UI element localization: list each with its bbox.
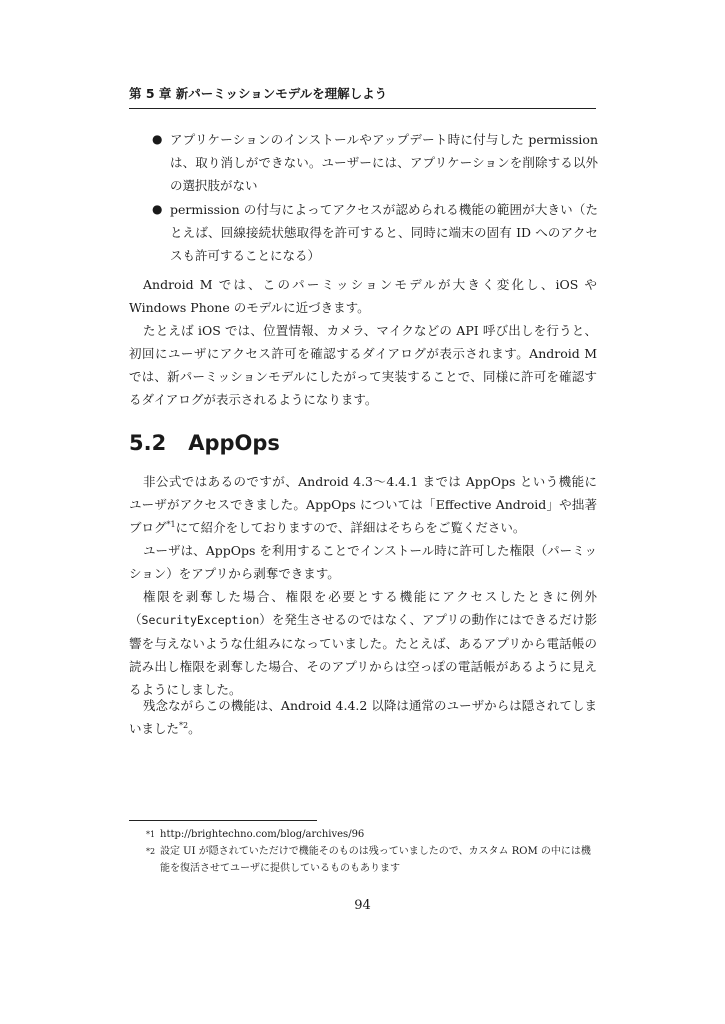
paragraph-exception xyxy=(129,585,597,701)
section-number: 5.2 xyxy=(129,431,167,455)
footnote-1 xyxy=(146,826,598,843)
footnote-link[interactable]: http://brightechno.com/blog/archives/96 xyxy=(160,829,365,840)
text-run: にて紹介をしておりますので、詳細はそちらをご覧ください。 xyxy=(175,520,526,535)
section-title: AppOps xyxy=(188,431,280,455)
paragraph-ios-example: たとえば iOS では、位置情報、カメラ、マイクなどの API 呼び出しを行うと、初回にユーザにアクセス許可を確認するダイアログが表示されます。Android M では、新パーミッションモデルにしたがって実装することで、同様に許可を確認するダイアログが表示されるようになります。 xyxy=(129,323,597,407)
bullet-item xyxy=(150,128,598,197)
bullet-text: permission の付与によってアクセスが認められる機能の範囲が大きい（たとえば、回線接続状態取得を許可すると、同時に端末の固有 ID へのアクセスも許可することになる） xyxy=(170,202,598,263)
bullet-icon: ● xyxy=(152,202,163,216)
footnote-2 xyxy=(146,843,598,877)
code-security-exception: SecurityException xyxy=(141,613,260,627)
text-run: 。 xyxy=(188,721,201,736)
text-run: 非公式ではあるのですが、Android 4.3〜4.4.1 までは AppOps という機能にユーザがアクセスできました。AppOps については「Effective Android」や拙著ブログ xyxy=(129,474,597,535)
footnotes xyxy=(146,826,598,877)
footnote-text: 設定 UI が隠されていただけで機能そのものは残っていましたので、カスタム ROM の中には機能を復活させてユーザに提供しているものもあります xyxy=(160,846,591,874)
bullet-item xyxy=(150,198,598,267)
running-header xyxy=(129,84,596,109)
page-number: 94 xyxy=(354,898,371,913)
paragraph-hidden xyxy=(129,694,597,740)
text-run: 残念ながらこの機能は、Android 4.4.2 以降は通常のユーザからは隠されてしまいました xyxy=(129,698,597,736)
section-heading xyxy=(129,431,280,455)
chapter-title: 第 5 章 新パーミッションモデルを理解しよう xyxy=(129,86,388,101)
paragraph-appops-intro xyxy=(129,470,597,539)
footnote-ref-1: *1 xyxy=(166,519,176,529)
bullet-text: アプリケーションのインストールやアップデート時に付与した permission は、取り消しができない。ユーザーには、アプリケーションを削除する以外の選択肢がない xyxy=(170,132,598,193)
text-run: 権限を剥奪した場合、権限を必要とする機能にアクセスしたときに例外（ xyxy=(129,589,597,627)
text-run: ）を発生させるのではなく、アプリの動作にはできるだけ影響を与えないような仕組みになっていました。たとえば、あるアプリから電話帳の読み出し権限を剥奪した場合、そのアプリからは空っぽの電話帳があるように見えるようにしました。 xyxy=(129,612,597,697)
paragraph-android-m: Android M では、このパーミッションモデルが大きく変化し、iOS や Windows Phone のモデルに近づきます。 xyxy=(129,277,597,315)
footnote-mark: *2 xyxy=(146,847,156,856)
footnote-divider xyxy=(129,820,317,821)
paragraph-appops-usage: ユーザは、AppOps を利用することでインストール時に許可した権限（パーミッション）をアプリから剥奪できます。 xyxy=(129,543,597,581)
bullet-icon: ● xyxy=(152,132,163,146)
footnote-ref-2: *2 xyxy=(179,720,189,730)
bullet-list xyxy=(150,128,598,268)
footnote-mark: *1 xyxy=(146,830,156,839)
